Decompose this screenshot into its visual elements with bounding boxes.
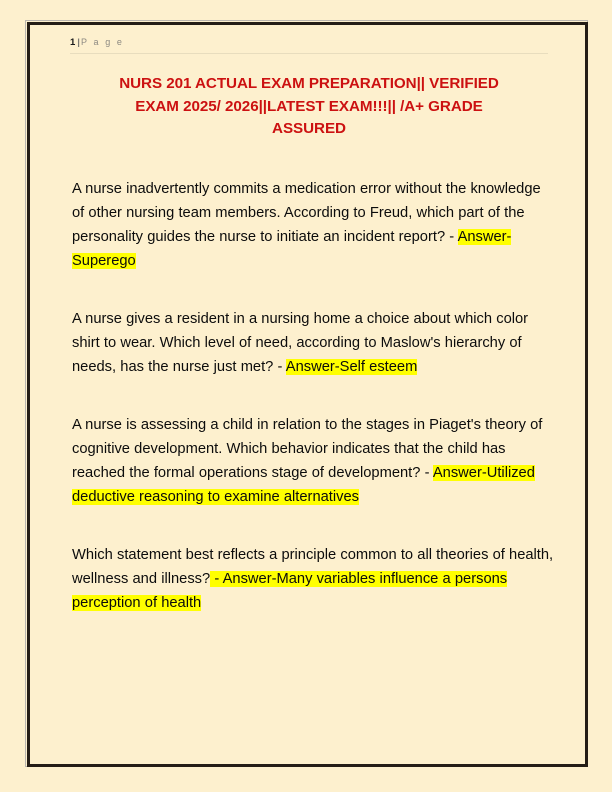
answer-highlight-4: - Answer-Many variables influence a persons perception of health — [72, 571, 508, 611]
question-answer-list — [72, 177, 554, 615]
question-text-2: A nurse gives a resident in a nursing home a choice about which color shirt to wear. Which level of need, according to Maslow's hierarchy of needs, has the nurse just met? - — [72, 311, 529, 375]
page-content — [30, 25, 585, 764]
qa-block-2 — [72, 307, 554, 379]
header-page-number: 1 — [70, 37, 76, 48]
qa-block-4 — [72, 543, 554, 615]
header-page-word: P a g e — [80, 37, 125, 47]
question-text-1: A nurse inadvertently commits a medication error without the knowledge of other nursing team members. According to Freud, which part of the personality guides the nurse to initiate an incident report? - — [72, 181, 541, 245]
qa-block-1 — [72, 177, 554, 273]
question-text-3: A nurse is assessing a child in relation to the stages in Piaget's theory of cognitive development. Which behavior indicates that the child has reached the formal operations stage of development? - — [72, 417, 543, 481]
header-separator: | — [77, 37, 80, 48]
document-title — [72, 73, 546, 141]
running-header — [70, 36, 548, 54]
answer-highlight-3: Answer-Utilized deductive reasoning to examine alternatives — [72, 465, 535, 505]
title-line-3: ASSURED — [272, 120, 346, 137]
question-text-4: Which statement best reflects a principle common to all theories of health, wellness and illness? — [72, 547, 554, 587]
answer-highlight-2: Answer-Self esteem — [285, 359, 418, 375]
title-line-2: EXAM 2025/ 2026||LATEST EXAM!!!|| /A+ GRADE — [135, 97, 483, 115]
title-line-1: NURS 201 ACTUAL EXAM PREPARATION|| VERIFIED — [119, 75, 499, 92]
qa-block-3 — [72, 413, 554, 509]
answer-highlight-1: Answer-Superego — [72, 229, 512, 269]
